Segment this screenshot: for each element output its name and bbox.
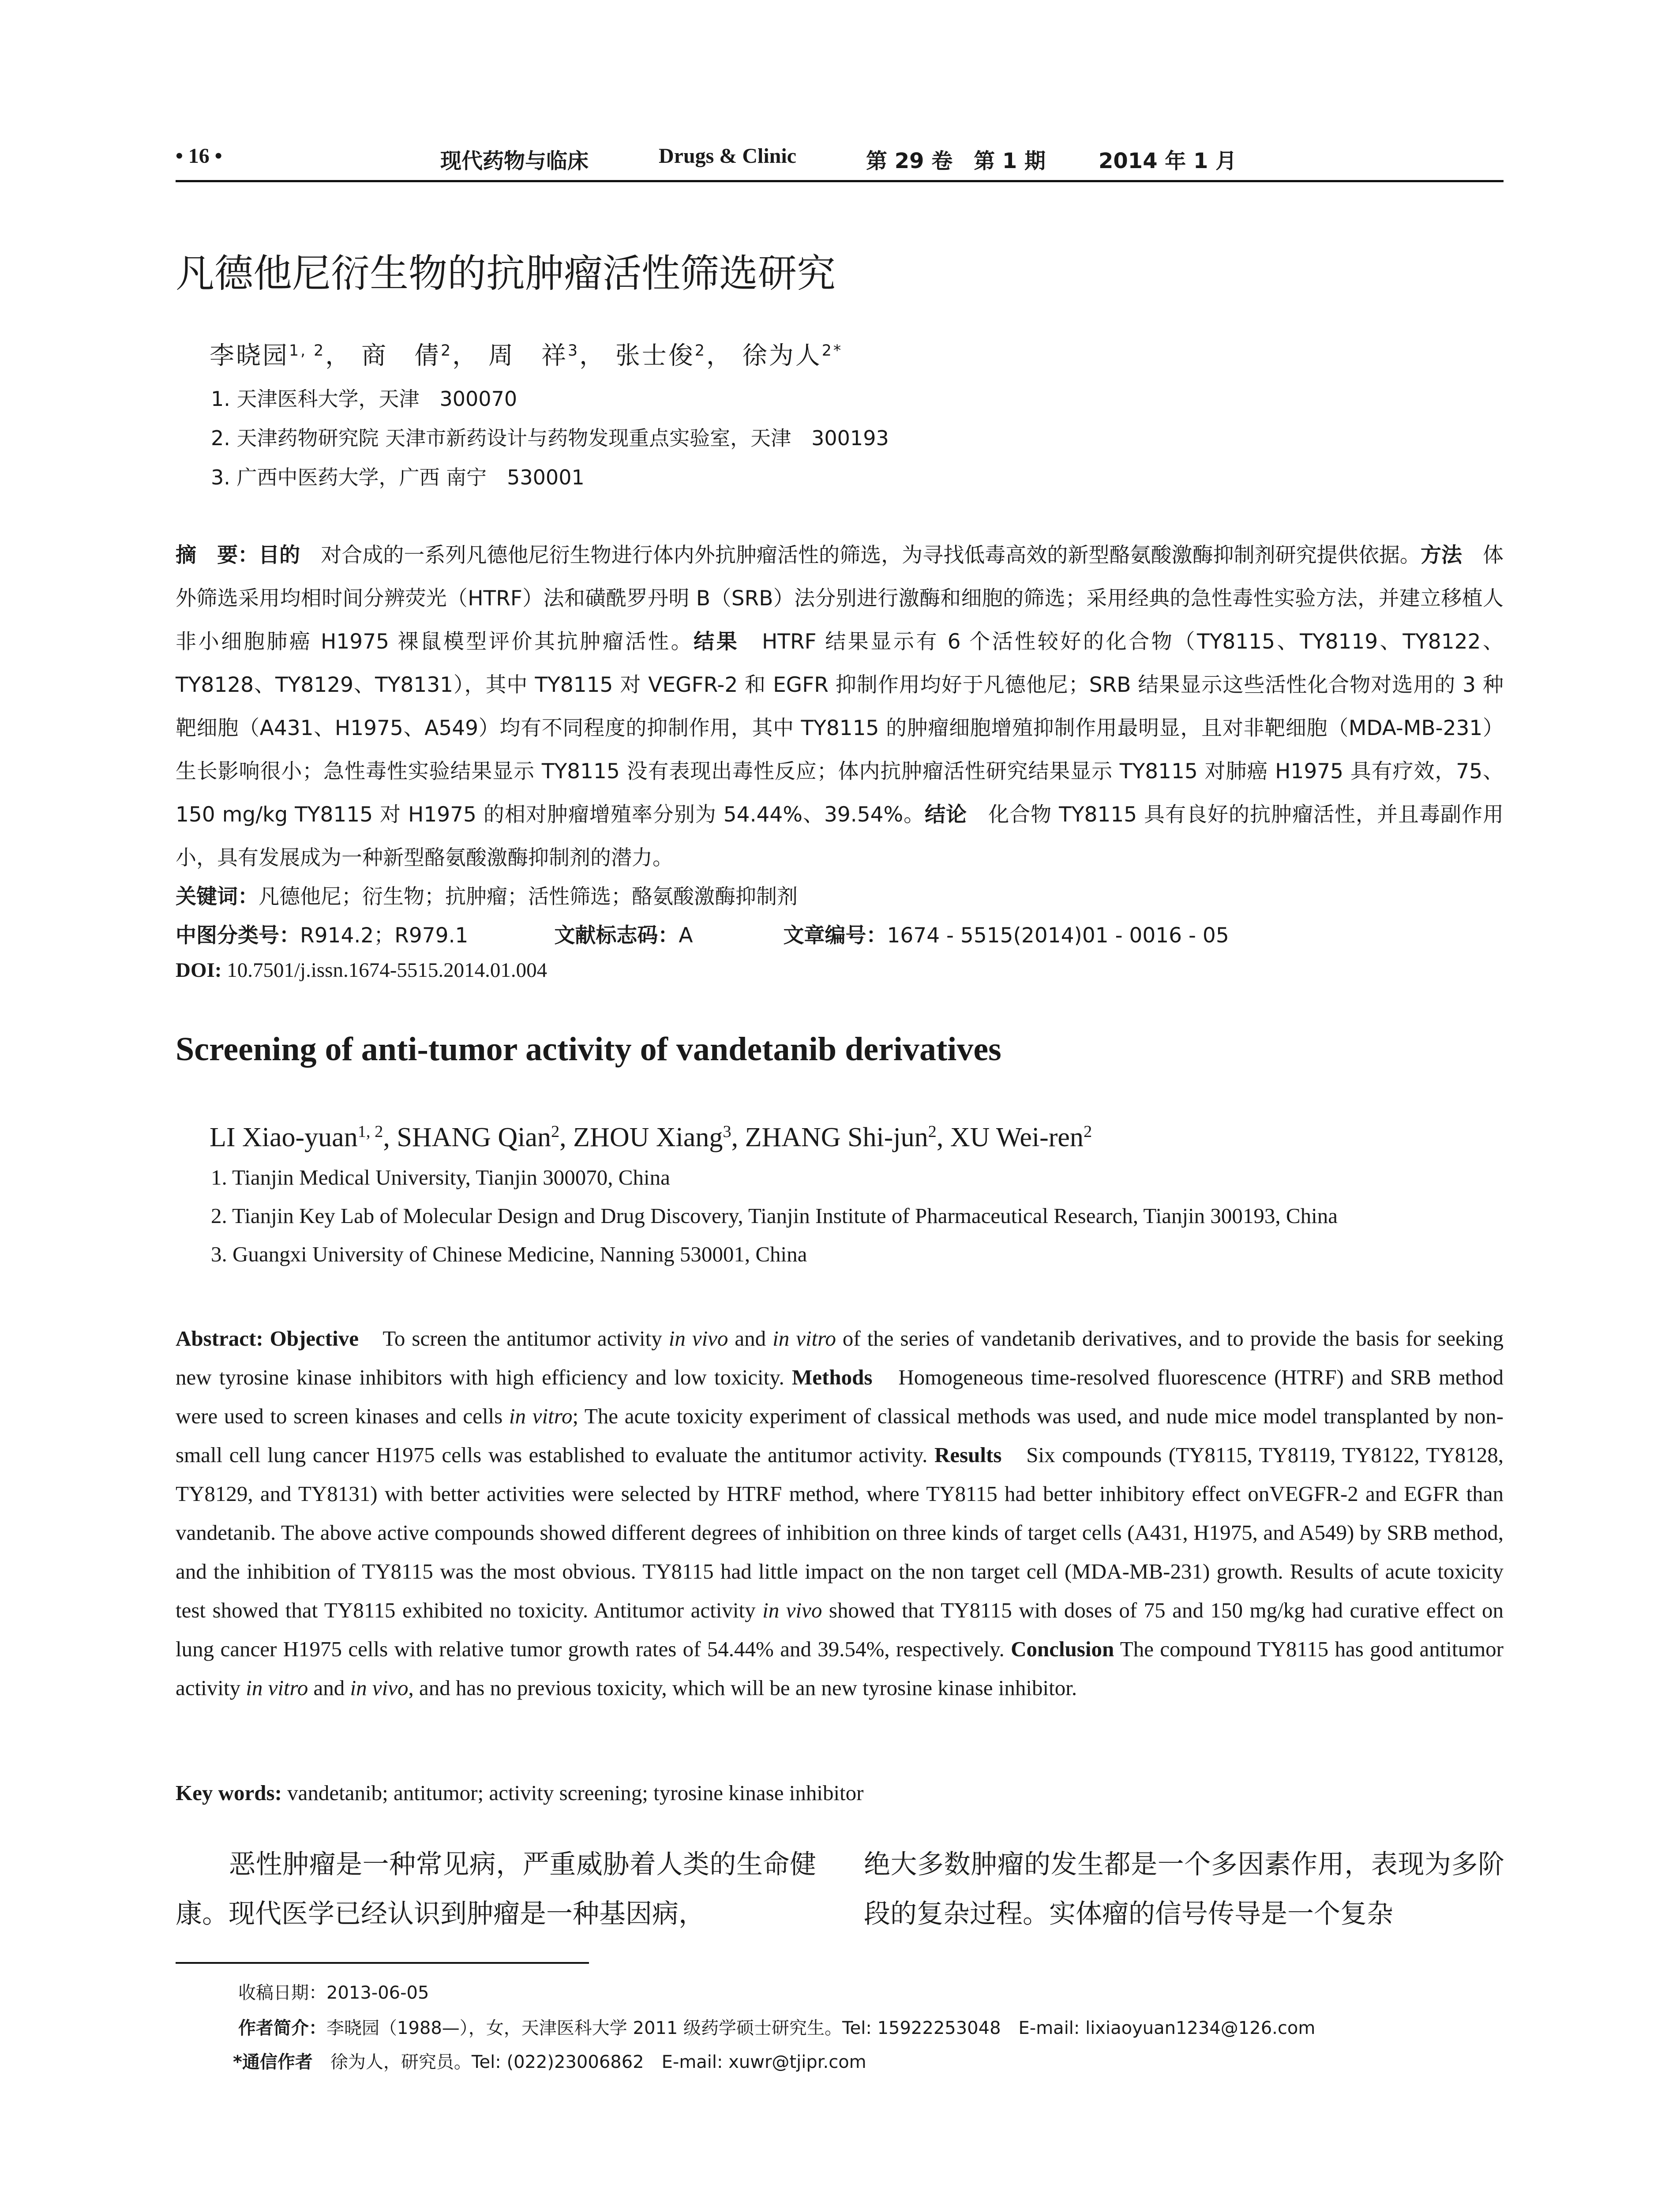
footnote-received: 收稿日期：2013-06-05 bbox=[238, 1983, 429, 2003]
methods-en-label: Methods bbox=[792, 1365, 873, 1389]
author-aff-mark: 2 bbox=[1083, 1122, 1092, 1141]
keywords-en-text: vandetanib; antitumor; activity screening; tyrosine kinase inhibitor bbox=[281, 1781, 864, 1805]
italic-term: in vivo bbox=[762, 1598, 822, 1622]
author-aff-mark: 2* bbox=[821, 341, 843, 360]
italic-term: in vitro bbox=[509, 1404, 573, 1428]
doi-label: DOI: bbox=[176, 959, 222, 982]
italic-term: in vivo bbox=[350, 1676, 409, 1700]
doi-value: 10.7501/j.issn.1674-5515.2014.01.004 bbox=[227, 959, 548, 982]
running-header bbox=[176, 140, 1504, 182]
page-number: • 16 • bbox=[176, 144, 222, 168]
doc-code-value: A bbox=[679, 923, 693, 948]
affiliation-cn-3: 3. 广西中医药大学，广西 南宁 530001 bbox=[211, 465, 585, 489]
title-cn: 凡德他尼衍生物的抗肿瘤活性筛选研究 bbox=[176, 251, 836, 296]
author-en: ZHANG Shi-jun bbox=[745, 1122, 928, 1152]
author-aff-mark: 2 bbox=[928, 1122, 937, 1141]
results-en-text: Six compounds (TY8115, TY8119, TY8122, TY8128, TY8129, and TY8131) with better activities were selected by HTRF method, where TY8115 had better inhibitory effect onVEGFR-2 and EGFR than vandetanib. The above active compounds showed different degrees of inhibition on three kinds of target cells (A431, H1975, and A549) by SRB method, and the inhibition of TY8115 was the most obvious. TY8115 had little impact on the non target cell (MDA-MB-231) growth. Results of acute toxicity test showed that TY8115 exhibited no toxicity. Antitumor activity bbox=[176, 1443, 1504, 1622]
objective-en-label: Objective bbox=[270, 1326, 359, 1351]
affiliation-cn-2: 2. 天津药物研究院 天津市新药设计与药物发现重点实验室，天津 300193 bbox=[211, 426, 889, 450]
objective-en-text: To screen the antitumor activity bbox=[358, 1326, 669, 1351]
author-aff-mark: 3 bbox=[723, 1122, 731, 1141]
footnote-author bbox=[238, 2014, 1315, 2039]
body-column-right: 绝大多数肿瘤的发生都是一个多因素作用，表现为多阶段的复杂过程。实体瘤的信号传导是一个复杂 bbox=[864, 1849, 1504, 1929]
author-en: LI Xiao-yuan bbox=[210, 1122, 358, 1152]
journal-name-cn: 现代药物与临床 bbox=[440, 149, 589, 173]
results-en-text: showed that TY8115 with doses of 75 and 150 mg/kg had curative effect on lung cancer H1975 cells with relative tumor growth rates of 54.44% and 39.54%, respectively. bbox=[176, 1598, 1504, 1661]
classification-line bbox=[176, 919, 1229, 949]
abstract-cn bbox=[176, 534, 1504, 880]
issue-date: 2014 年 1 月 bbox=[1099, 149, 1237, 173]
author-cn: 商 倩 bbox=[361, 341, 441, 370]
affiliation-en-2: 2. Tianjin Key Lab of Molecular Design and Drug Discovery, Tianjin Institute of Pharmaceutical Research, Tianjin 300193, China bbox=[211, 1204, 1338, 1228]
methods-text: 体外筛选采用均相时间分辨荧光（HTRF）法和磺酰罗丹明 B（SRB）法分别进行激酶和细胞的筛选；采用经典的急性毒性实验方法，并建立移植人非小细胞肺癌 H1975 裸鼠模型评价其抗肿瘤活性。 bbox=[176, 543, 1504, 654]
objective-label: 目的 bbox=[259, 543, 300, 567]
objective-en-text: of the series of vandetanib derivatives, and to provide the basis for seeking new tyrosine kinase inhibitors with high efficiency and low toxicity. bbox=[176, 1326, 1504, 1389]
conjunction: and bbox=[728, 1326, 773, 1351]
corresponding-label: *通信作者 bbox=[233, 2052, 313, 2072]
conclusion-text: 化合物 TY8115 具有良好的抗肿瘤活性，并且毒副作用小，具有发展成为一种新型酪氨酸激酶抑制剂的潜力。 bbox=[176, 803, 1504, 870]
authors-cn: 李晓园$^{1, 2}$， 商 倩$^2$， 周 祥$^3$， 张士俊$^2$， 徐为人$^{2*}$ bbox=[210, 341, 843, 370]
keywords-en bbox=[176, 1780, 864, 1805]
author-cn: 张士俊 bbox=[615, 341, 695, 370]
author-en: XU Wei-ren bbox=[950, 1122, 1084, 1152]
article-number-label: 文章编号： bbox=[783, 923, 887, 948]
author-aff-mark: 2 bbox=[694, 341, 706, 360]
author-aff-mark: 1, 2 bbox=[357, 1122, 383, 1141]
keywords-label: 关键词： bbox=[176, 885, 259, 909]
article-number-value: 1674 - 5515(2014)01 - 0016 - 05 bbox=[887, 923, 1229, 948]
keywords-cn bbox=[176, 880, 798, 910]
abstract-en-label: Abstract: bbox=[176, 1326, 263, 1351]
affiliation-en-3: 3. Guangxi University of Chinese Medicine, Nanning 530001, China bbox=[211, 1242, 807, 1266]
clc-label: 中图分类号： bbox=[176, 923, 300, 948]
author-separator: , bbox=[383, 1122, 397, 1152]
conjunction: and bbox=[308, 1676, 350, 1700]
volume-issue: 第 29 卷 第 1 期 bbox=[866, 149, 1046, 173]
methods-label: 方法 bbox=[1420, 543, 1462, 567]
author-separator: , bbox=[731, 1122, 745, 1152]
conclusion-en-text: , and has no previous toxicity, which will be an new tyrosine kinase inhibitor. bbox=[408, 1676, 1077, 1700]
conclusion-en-text: The compound TY8115 has good antitumor activity bbox=[176, 1637, 1504, 1700]
results-label: 结果 bbox=[694, 630, 739, 654]
affiliation-en-1: 1. Tianjin Medical University, Tianjin 300070, China bbox=[211, 1165, 670, 1189]
author-cn: 徐为人 bbox=[742, 341, 822, 370]
footnote-divider bbox=[176, 1962, 589, 1964]
author-aff-mark: 3 bbox=[567, 341, 580, 360]
methods-en-text: ; The acute toxicity experiment of classical methods was used, and nude mice model transplanted by non-small cell lung cancer H1975 cells was established to evaluate the antitumor activity. bbox=[176, 1404, 1504, 1467]
author-en: SHANG Qian bbox=[397, 1122, 551, 1152]
keywords-text: 凡德他尼；衍生物；抗肿瘤；活性筛选；酪氨酸激酶抑制剂 bbox=[259, 885, 798, 909]
keywords-en-label: Key words: bbox=[176, 1781, 282, 1805]
author-separator: , bbox=[559, 1122, 574, 1152]
abstract-en bbox=[176, 1319, 1504, 1707]
author-cn: 李晓园 bbox=[210, 341, 289, 370]
author-aff-mark: 2 bbox=[441, 341, 453, 360]
author-en: ZHOU Xiang bbox=[573, 1122, 723, 1152]
author-aff-mark: 2 bbox=[551, 1122, 560, 1141]
italic-term: in vitro bbox=[246, 1676, 308, 1700]
italic-term: in vivo bbox=[668, 1326, 728, 1351]
conclusion-label: 结论 bbox=[925, 803, 968, 827]
journal-name-en: Drugs & Clinic bbox=[659, 144, 796, 168]
doc-code-label: 文献标志码： bbox=[554, 923, 679, 948]
abstract-label: 摘 要： bbox=[176, 543, 259, 567]
author-bio-label: 作者简介： bbox=[238, 2018, 326, 2038]
clc-value: R914.2；R979.1 bbox=[300, 923, 469, 948]
author-cn: 周 祥 bbox=[488, 341, 568, 370]
methods-en-text: Homogeneous time-resolved fluorescence (HTRF) and SRB method were used to screen kinases and cells bbox=[176, 1365, 1504, 1428]
results-text: HTRF 结果显示有 6 个活性较好的化合物（TY8115、TY8119、TY8122、TY8128、TY8129、TY8131），其中 TY8115 对 VEGFR-2 和 EGFR 抑制作用均好于凡德他尼；SRB 结果显示这些活性化合物对选用的 3 种靶细胞（A431、H1975、A549）均有不同程度的抑制作用，其中 TY8115 的肿瘤细胞增殖抑制作用最明显，且对非靶细胞（MDA-MB-231）生长影响很小；急性毒性实验结果显示 TY8115 没有表现出毒性反应；体内抗肿瘤活性研究结果显示 TY8115 对肺癌 H1975 具有疗效，75、150 mg/kg TY8115 对 H1975 的相对肿瘤增殖率分别为 54.44%、39.54%。 bbox=[176, 630, 1504, 827]
authors-en bbox=[210, 1122, 1092, 1153]
body-column-left: 恶性肿瘤是一种常见病，严重威胁着人类的生命健康。现代医学已经认识到肿瘤是一种基因病， bbox=[176, 1849, 816, 1929]
results-en-label: Results bbox=[934, 1443, 1002, 1467]
conclusion-en-label: Conclusion bbox=[1011, 1637, 1114, 1661]
title-en: Screening of anti-tumor activity of vandetanib derivatives bbox=[176, 1031, 1001, 1068]
author-bio-text: 李晓园（1988—），女，天津医科大学 2011 级药学硕士研究生。Tel: 15922253048 E-mail: lixiaoyuan1234@126.com bbox=[326, 2018, 1316, 2038]
author-aff-mark: 1, 2 bbox=[289, 341, 326, 360]
author-separator: , bbox=[936, 1122, 950, 1152]
italic-term: in vitro bbox=[772, 1326, 836, 1351]
footnote-corresponding bbox=[233, 2048, 866, 2073]
affiliation-cn-1: 1. 天津医科大学，天津 300070 bbox=[211, 387, 518, 411]
objective-text: 对合成的一系列凡德他尼衍生物进行体内外抗肿瘤活性的筛选，为寻找低毒高效的新型酪氨酸激酶抑制剂研究提供依据。 bbox=[300, 543, 1421, 567]
corresponding-text: 徐为人，研究员。Tel: (022)23006862 E-mail: xuwr@tjipr.com bbox=[312, 2052, 866, 2072]
doi-line bbox=[176, 958, 547, 982]
